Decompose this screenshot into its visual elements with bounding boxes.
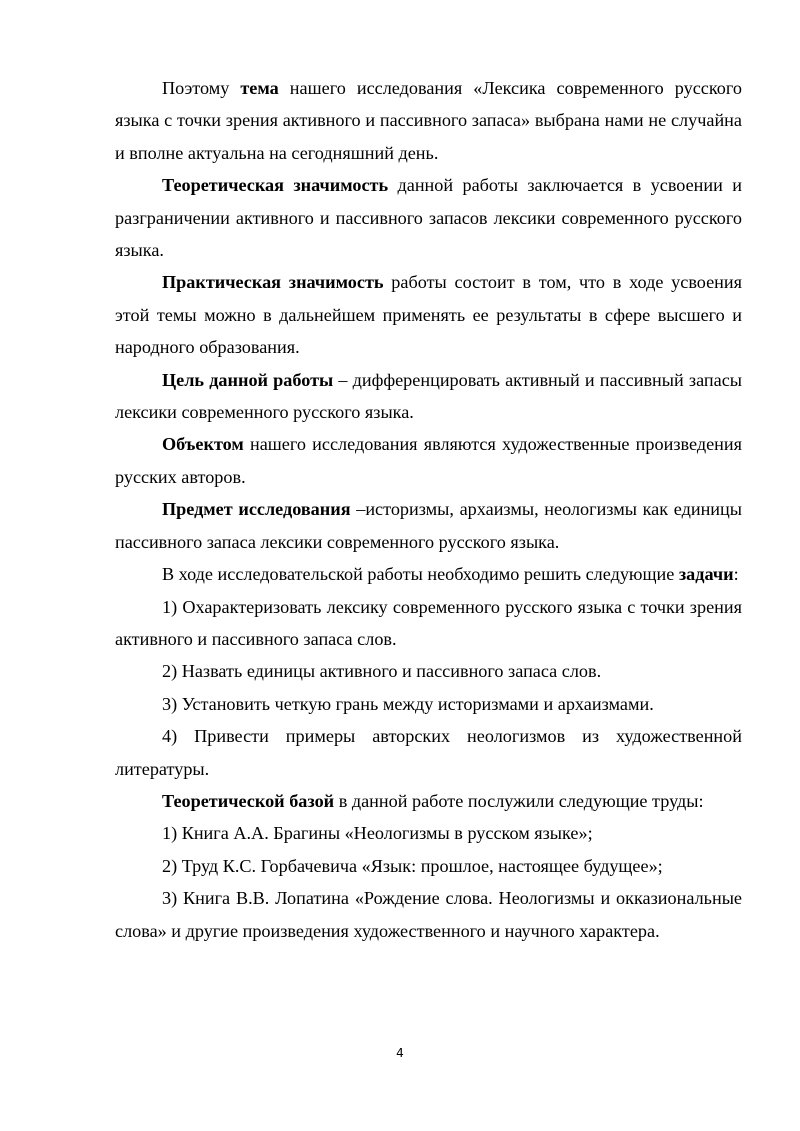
paragraph-bold-term: Объектом: [162, 434, 244, 455]
paragraph-text: нашего исследования являются художественные произведения русских авторов.: [115, 434, 742, 487]
paragraph-text: работы состоит в том, что в ходе усвоения этой темы можно в дальнейшем применять ее результаты в сфере высшего и народного образования.: [115, 272, 742, 358]
page-body: [115, 72, 742, 947]
paragraph-tasks-intro: [115, 558, 742, 590]
paragraph-bold-term: Теоретическая значимость: [162, 175, 389, 196]
paragraph-text: 4) Привести примеры авторских неологизмов из художественной литературы.: [115, 726, 742, 779]
paragraph-bold-term: задачи: [678, 564, 734, 585]
paragraph-text: В ходе исследовательской работы необходимо решить следующие: [162, 564, 679, 585]
paragraph-text: в данной работе послужили следующие труды:: [334, 790, 704, 811]
paragraph-theoretical-base: [115, 785, 742, 817]
paragraph-text: данной работы заключается в усвоении и разграничении активного и пассивного запасов лексики современного русского языка.: [115, 175, 742, 261]
paragraph-text: нашего исследования «Лексика современного русского языка с точки зрения активного и пассивного запаса» выбрана нами не случайна и вполне актуальна на сегодняшний день.: [115, 78, 742, 163]
paragraph-bold-term: Практическая значимость: [162, 272, 384, 293]
paragraph-text: 2) Назвать единицы активного и пассивного запаса слов.: [162, 661, 602, 682]
paragraph-text: –историзмы, архаизмы, неологизмы как единицы пассивного запаса лексики современного русского языка.: [115, 499, 742, 552]
paragraph-bold-term: Теоретической базой: [162, 790, 335, 811]
paragraph-bold-term: Цель данной работы: [162, 369, 334, 390]
paragraph-text: :: [733, 564, 739, 585]
paragraph-text: 2) Труд К.С. Горбачевича «Язык: прошлое, настоящее будущее»;: [162, 855, 663, 876]
paragraph-practical-significance: [115, 266, 742, 363]
paragraph-text: 3) Установить четкую грань между историзмами и архаизмами.: [162, 693, 654, 714]
paragraph-bold-term: Предмет исследования: [162, 499, 351, 520]
page-number: 4: [396, 1046, 404, 1060]
task-item-4: [115, 720, 742, 785]
paragraph-text: Поэтому: [162, 78, 241, 98]
paragraph-topic: [115, 72, 742, 169]
paragraph-goal: [115, 364, 742, 429]
paragraph-text: 3) Книга В.В. Лопатина «Рождение слова. Неологизмы и окказиональные слова» и другие произведения художественного и научного характера.: [115, 888, 742, 941]
paragraph-subject: [115, 493, 742, 558]
paragraph-object: [115, 428, 742, 493]
paragraph-text: – дифференцировать активный и пассивный запасы лексики современного русского языка.: [115, 369, 743, 423]
paragraph-theoretical-significance: [115, 169, 742, 266]
source-item-2: [115, 850, 742, 882]
paragraph-text: 1) Книга А.А. Брагины «Неологизмы в русском языке»;: [162, 823, 593, 844]
task-item-1: [115, 591, 742, 656]
source-item-3: [115, 882, 742, 947]
paragraph-bold-term: тема: [240, 78, 279, 98]
paragraph-text: 1) Охарактеризовать лексику современного русского языка с точки зрения активного и пассивного запаса слов.: [115, 596, 742, 649]
task-item-2: [115, 655, 742, 687]
task-item-3: [115, 688, 742, 720]
source-item-1: [115, 817, 742, 849]
